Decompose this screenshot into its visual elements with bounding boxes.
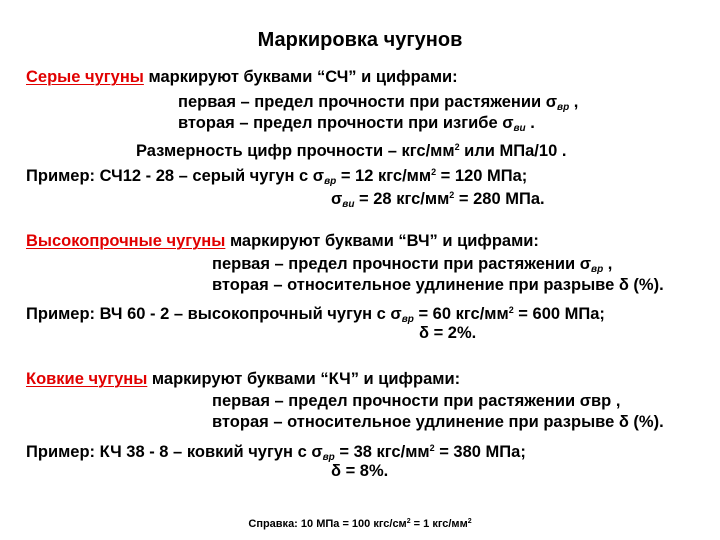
gray-intro-line [26, 67, 458, 87]
malleable-example-sup: 2 [429, 443, 435, 453]
gray-example-mid: = 12 кгс/мм [336, 167, 432, 185]
malleable-example-mid: = 38 кгс/мм [334, 443, 430, 461]
ductile-example-elongation: δ = 2%. [419, 324, 477, 342]
ductile-example-sub: вр [401, 314, 414, 325]
units-end: или МПа/10 . [459, 142, 567, 160]
ductile-example-sup: 2 [508, 305, 514, 315]
malleable-example-sub: вр [322, 452, 335, 463]
gray-example2-mid: = 28 кгс/мм [354, 190, 450, 208]
ductile-example-mid: = 60 кгс/мм [413, 305, 509, 323]
gray-example2-end: = 280 МПа. [454, 190, 545, 208]
gray-intro-text: маркируют буквами “СЧ” и цифрами: [143, 68, 458, 86]
gray-example-sup: 2 [431, 167, 437, 177]
malleable-cast-iron-heading: Ковкие чугуны [26, 370, 148, 388]
ductile-example [26, 300, 605, 330]
gray-first-end: , [569, 93, 579, 111]
gray-cast-iron-heading: Серые чугуны [26, 68, 144, 86]
gray-example2-sup: 2 [449, 190, 455, 200]
gray-example2-text: σ [331, 190, 343, 208]
ductile-example-end: = 600 МПа; [513, 305, 605, 323]
gray-example-text: Пример: СЧ12 - 28 – серый чугун с σ [26, 167, 325, 185]
units-sup: 2 [454, 142, 460, 152]
malleable-intro-text: маркируют буквами “КЧ” и цифрами: [147, 370, 461, 388]
gray-example-bend [331, 185, 545, 215]
reference-note [0, 512, 720, 534]
ductile-intro-text: маркируют буквами “ВЧ” и цифрами: [225, 232, 539, 250]
malleable-example-end: = 380 МПа; [434, 443, 526, 461]
note-sup1: 2 [406, 518, 411, 525]
malleable-first-digit: первая – предел прочности при растяжении σвр , [212, 392, 621, 410]
gray-first-sub: вр [557, 102, 570, 113]
malleable-second-digit: вторая – относительное удлинение при разрыве δ (%). [212, 413, 664, 431]
ductile-second-digit: вторая – относительное удлинение при разрыве δ (%). [212, 276, 664, 294]
malleable-intro-line [26, 369, 460, 389]
gray-second-digit [178, 113, 535, 139]
malleable-example-elongation: δ = 8%. [331, 462, 389, 480]
gray-example2-sub: ви [342, 199, 355, 210]
malleable-example-text: Пример: КЧ 38 - 8 – ковкий чугун с σ [26, 443, 323, 461]
ductile-intro-line [26, 231, 539, 251]
ductile-example-text: Пример: ВЧ 60 - 2 – высокопрочный чугун с σ [26, 305, 402, 323]
strength-units [136, 137, 566, 161]
ductile-first-text: первая – предел прочности при растяжении σ [212, 255, 592, 273]
page-title: Маркировка чугунов [257, 29, 463, 51]
gray-second-end: . [525, 114, 535, 132]
malleable-example [26, 438, 526, 468]
gray-second-text: вторая – предел прочности при изгибе σ [178, 114, 514, 132]
note-text: Справка: 10 МПа = 100 кгс/см [248, 518, 407, 530]
gray-second-sub: ви [513, 123, 526, 134]
gray-example-sub: вр [324, 176, 337, 187]
gray-first-text: первая – предел прочности при растяжении σ [178, 93, 558, 111]
note-sup2: 2 [467, 518, 472, 525]
units-text: Размерность цифр прочности – кгс/мм [136, 142, 455, 160]
gray-example-end: = 120 МПа; [436, 167, 528, 185]
ductile-cast-iron-heading: Высокопрочные чугуны [26, 232, 226, 250]
note-mid: = 1 кгс/мм [410, 518, 468, 530]
ductile-first-sub: вр [591, 264, 604, 275]
ductile-first-end: , [603, 255, 613, 273]
